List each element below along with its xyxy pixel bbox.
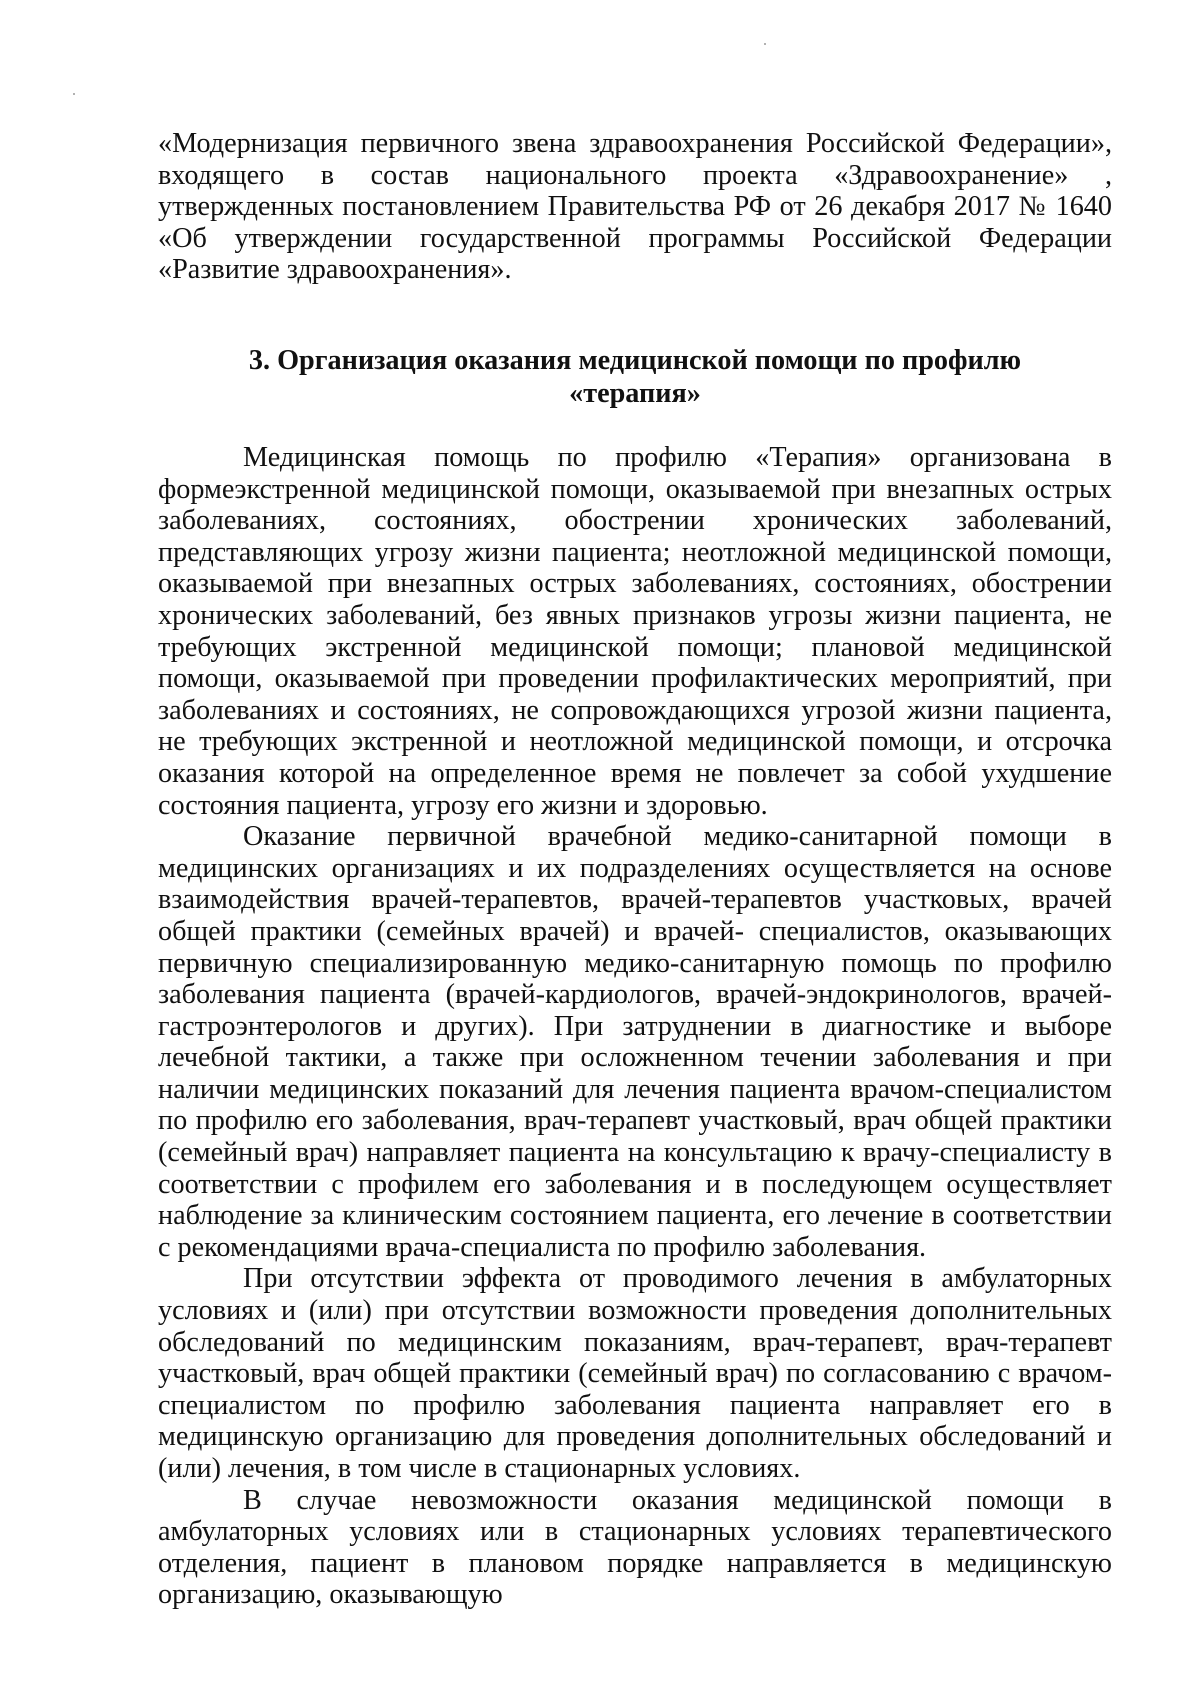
section-heading-line-1: 3. Организация оказания медицинской помощи по профилю	[248, 345, 1022, 376]
body-paragraph: При отсутствии эффекта от проводимого лечения в амбулаторных условиях и (или) при отсутствии возможности проведения дополнительных обследований по медицинским показаниям, врач-терапевт, врач-терапевт участковый, врач общей практики (семейный врач) по согласованию с врачом-специалистом по профилю заболевания пациента направляет его в медицинскую организацию для проведения дополнительных обследований и (или) лечения, в том числе в стационарных условиях.	[158, 1263, 1112, 1484]
intro-paragraph: «Модернизация первичного звена здравоохранения Российской Федерации», входящего в состав национального проекта «Здравоохранение» , утвержденных постановлением Правительства РФ от 26 декабря 2017 № 1640 «Об утверждении государственной программы Российской Федерации «Развитие здравоохранения».	[158, 128, 1112, 286]
section-body	[158, 442, 1112, 1611]
body-paragraph: Медицинская помощь по профилю «Терапия» организована в формеэкстренной медицинской помощи, оказываемой при внезапных острых заболеваниях, состояниях, обострении хронических заболеваний, представляющих угрозу жизни пациента; неотложной медицинской помощи, оказываемой при внезапных острых заболеваниях, состояниях, обострении хронических заболеваний, без явных признаков угрозы жизни пациента, не требующих экстренной медицинской помощи; плановой медицинской помощи, оказываемой при проведении профилактических мероприятий, при заболеваниях и состояниях, не сопровождающихся угрозой жизни пациента, не требующих экстренной и неотложной медицинской помощи, и отсрочка оказания которой на определенное время не повлечет за собой ухудшение состояния пациента, угрозу его жизни и здоровью.	[158, 442, 1112, 821]
section-heading	[158, 344, 1112, 410]
body-paragraph: Оказание первичной врачебной медико-санитарной помощи в медицинских организациях и их подразделениях осуществляется на основе взаимодействия врачей-терапевтов, врачей-терапевтов участковых, врачей общей практики (семейных врачей) и врачей- специалистов, оказывающих первичную специализированную медико-санитарную помощь по профилю заболевания пациента (врачей-кардиологов, врачей-эндокринологов, врачей-гастроэнтерологов и других). При затруднении в диагностике и выборе лечебной тактики, а также при осложненном течении заболевания и при наличии медицинских показаний для лечения пациента врачом-специалистом по профилю его заболевания, врач-терапевт участковый, врач общей практики (семейный врач) направляет пациента на консультацию к врачу-специалисту в соответствии с профилем его заболевания и в последующем осуществляет наблюдение за клиническим состоянием пациента, его лечение в соответствии с рекомендациями врача-специалиста по профилю заболевания.	[158, 821, 1112, 1263]
body-paragraph: В случае невозможности оказания медицинской помощи в амбулаторных условиях или в стационарных условиях терапевтического отделения, пациент в плановом порядке направляется в медицинскую организацию, оказывающую	[158, 1484, 1112, 1611]
scan-speck	[73, 93, 75, 95]
section-heading-line-2: «терапия»	[569, 378, 701, 409]
scan-speck	[764, 43, 766, 45]
